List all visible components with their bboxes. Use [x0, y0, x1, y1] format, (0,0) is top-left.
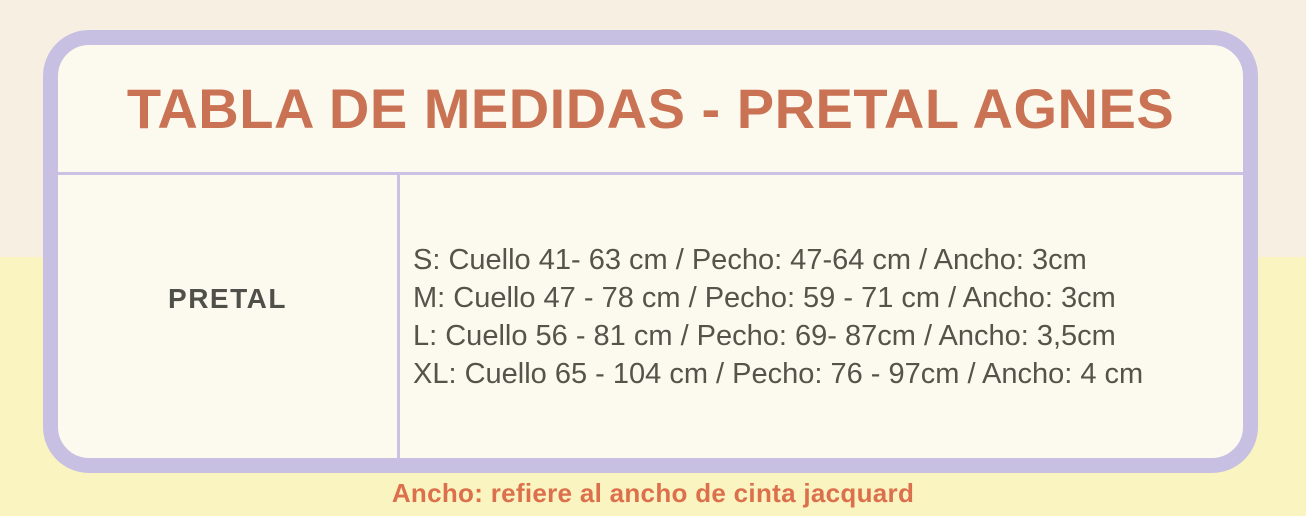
card-header [58, 45, 1243, 172]
size-chart-title: TABLA DE MEDIDAS - PRETAL AGNES [126, 77, 1175, 140]
size-line-l: L: Cuello 56 - 81 cm / Pecho: 69- 87cm / Ancho: 3,5cm [413, 319, 1116, 352]
product-name-label: PRETAL [168, 282, 287, 314]
size-line-m: M: Cuello 47 - 78 cm / Pecho: 59 - 71 cm / Ancho: 3cm [413, 281, 1116, 314]
size-line-s: S: Cuello 41- 63 cm / Pecho: 47-64 cm / Ancho: 3cm [413, 243, 1087, 276]
size-line-xl: XL: Cuello 65 - 104 cm / Pecho: 76 - 97cm / Ancho: 4 cm [413, 357, 1144, 390]
product-name-cell [58, 175, 397, 458]
size-table [58, 175, 1243, 458]
ancho-footnote: Ancho: refiere al ancho de cinta jacquard [391, 478, 915, 508]
measurements-cell [400, 175, 1243, 458]
size-chart-card [43, 30, 1258, 473]
